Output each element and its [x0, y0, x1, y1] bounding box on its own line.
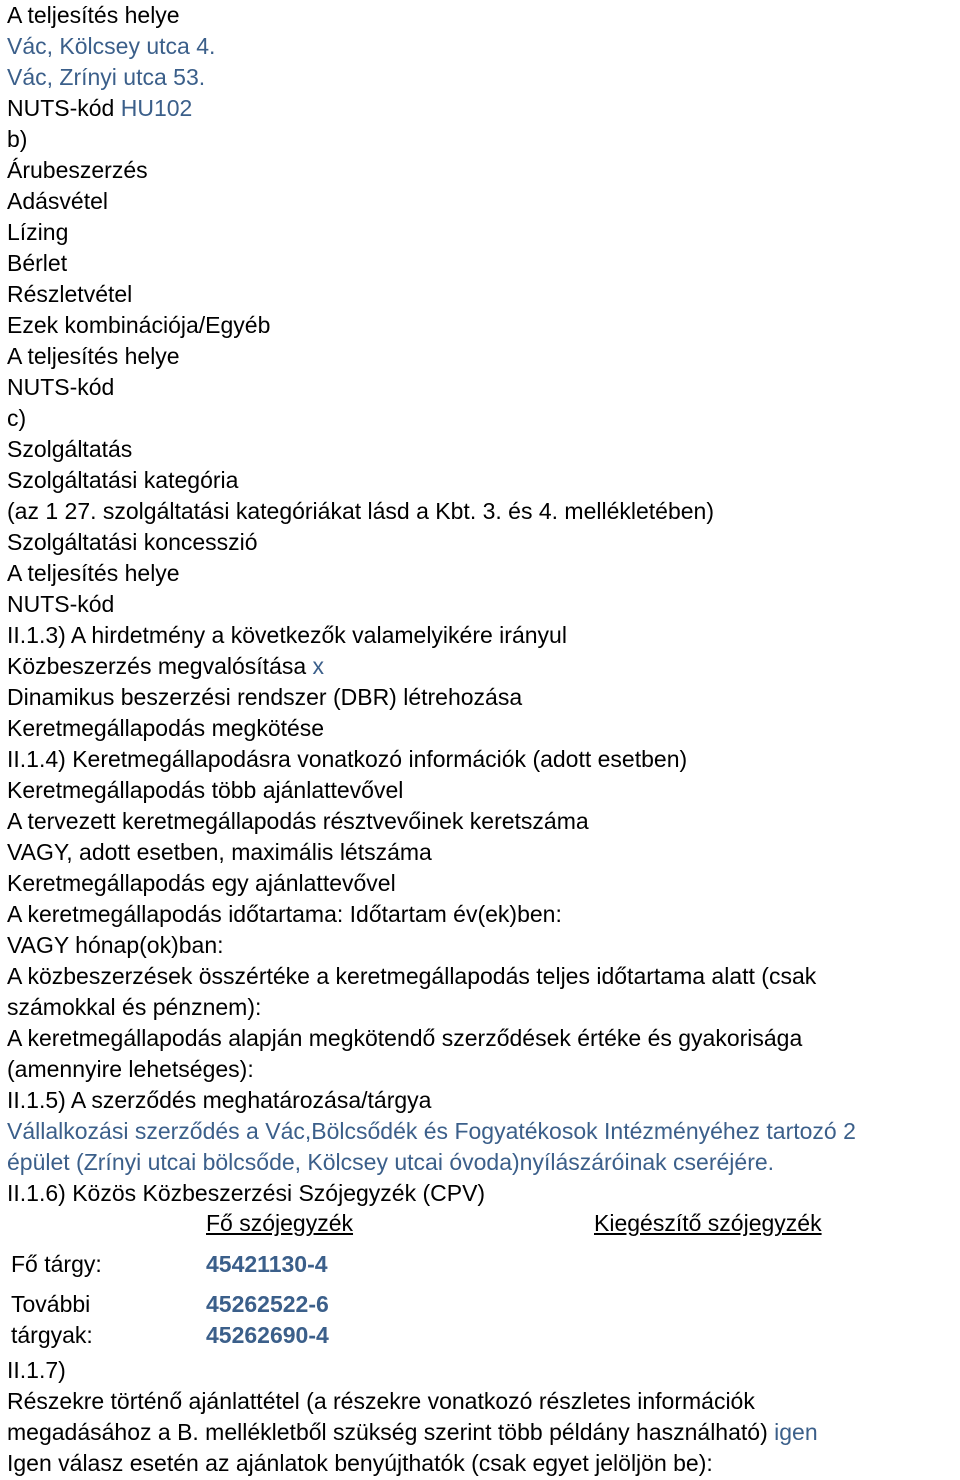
framework-text-line: VAGY, adott esetben, maximális létszáma	[7, 839, 432, 865]
section-b-item: Ezek kombinációja/Egyéb	[7, 312, 271, 338]
section-b-item: Árubeszerzés	[7, 157, 148, 183]
section-heading-ii-1-3: II.1.3) A hirdetmény a következők valamelyikére irányul	[7, 622, 567, 648]
section-b-item: Adásvétel	[7, 188, 109, 214]
section-b-letter: b)	[7, 126, 28, 152]
nuts-label: NUTS-kód	[7, 95, 115, 121]
cpv-main-vocab-header: Fő szójegyzék	[206, 1210, 354, 1236]
section-b-item: Lízing	[7, 219, 69, 245]
section-heading-ii-1-4: II.1.4) Keretmegállapodásra vonatkozó információk (adott esetben)	[7, 746, 688, 772]
service-category-note: (az 1 27. szolgáltatási kategóriákat lásd a Kbt. 3. és 4. mellékletében)	[7, 498, 715, 524]
nuts-value: HU102	[120, 95, 193, 121]
section-heading-ii-1-7: II.1.7)	[7, 1357, 66, 1383]
place-address-1: Vác, Kölcsey utca 4.	[7, 33, 216, 59]
procurement-option-row	[7, 651, 957, 682]
cpv-main-object-label: Fő tárgy:	[11, 1251, 102, 1277]
place-address-2: Vác, Zrínyi utca 53.	[7, 64, 206, 90]
cpv-further-code: 45262522-6	[206, 1291, 329, 1317]
section-c-letter: c)	[7, 405, 27, 431]
section-heading-ii-1-5: II.1.5) A szerződés meghatározása/tárgya	[7, 1087, 432, 1113]
cpv-further-label: tárgyak:	[11, 1322, 93, 1348]
service-category-label: Szolgáltatási kategória	[7, 467, 239, 493]
lots-text-line: megadásához a B. mellékletből szükség szerint több példány használható)	[7, 1419, 768, 1445]
cpv-main-code: 45421130-4	[206, 1251, 328, 1277]
framework-text-line: Keretmegállapodás egy ajánlattevővel	[7, 870, 396, 896]
procurement-option-mark: x	[312, 653, 325, 679]
framework-text-line: (amennyire lehetséges):	[7, 1056, 254, 1082]
lots-text-row	[7, 1417, 957, 1448]
procurement-option-label: Közbeszerzés megvalósítása	[7, 653, 307, 679]
contract-description-line: Vállalkozási szerződés a Vác,Bölcsődék és Fogyatékosok Intézményéhez tartozó 2	[7, 1118, 856, 1144]
place-label: A teljesítés helye	[7, 560, 180, 586]
section-heading-ii-1-6: II.1.6) Közös Közbeszerzési Szójegyzék (CPV)	[7, 1180, 486, 1206]
lots-text-line: Igen válasz esetén az ajánlatok benyújthatók (csak egyet jelöljön be):	[7, 1450, 713, 1476]
nuts-label: NUTS-kód	[7, 374, 115, 400]
service-label: Szolgáltatás	[7, 436, 133, 462]
lots-text-line: Részekre történő ajánlattétel (a részekre vonatkozó részletes információk	[7, 1388, 755, 1414]
framework-text-line: számokkal és pénznem):	[7, 994, 262, 1020]
place-label: A teljesítés helye	[7, 343, 180, 369]
section-b-item: Részletvétel	[7, 281, 133, 307]
cpv-further-code: 45262690-4	[206, 1322, 329, 1348]
framework-text-line: A keretmegállapodás időtartama: Időtartam év(ek)ben:	[7, 901, 562, 927]
contract-description-line: épület (Zrínyi utcai bölcsőde, Kölcsey utcai óvoda)nyílászáróinak cseréjére.	[7, 1149, 775, 1175]
place-label: A teljesítés helye	[7, 2, 180, 28]
framework-text-line: A tervezett keretmegállapodás résztvevőinek keretszáma	[7, 808, 589, 834]
section-b-item: Bérlet	[7, 250, 68, 276]
framework-text-line: Keretmegállapodás több ajánlattevővel	[7, 777, 404, 803]
framework-text-line: VAGY hónap(ok)ban:	[7, 932, 224, 958]
lots-answer: igen	[774, 1419, 818, 1445]
document-page	[7, 0, 957, 1209]
cpv-further-label: További	[11, 1291, 91, 1317]
lots-section	[7, 1355, 957, 1479]
nuts-label: NUTS-kód	[7, 591, 115, 617]
service-concession-label: Szolgáltatási koncesszió	[7, 529, 258, 555]
framework-text-line: A közbeszerzések összértéke a keretmegállapodás teljes időtartama alatt (csak	[7, 963, 817, 989]
dbr-option-label: Dinamikus beszerzési rendszer (DBR) létrehozása	[7, 684, 523, 710]
nuts-row	[7, 93, 957, 124]
framework-text-line: A keretmegállapodás alapján megkötendő szerződések értéke és gyakorisága	[7, 1025, 803, 1051]
framework-option-label: Keretmegállapodás megkötése	[7, 715, 325, 741]
cpv-supp-vocab-header: Kiegészítő szójegyzék	[594, 1210, 822, 1236]
